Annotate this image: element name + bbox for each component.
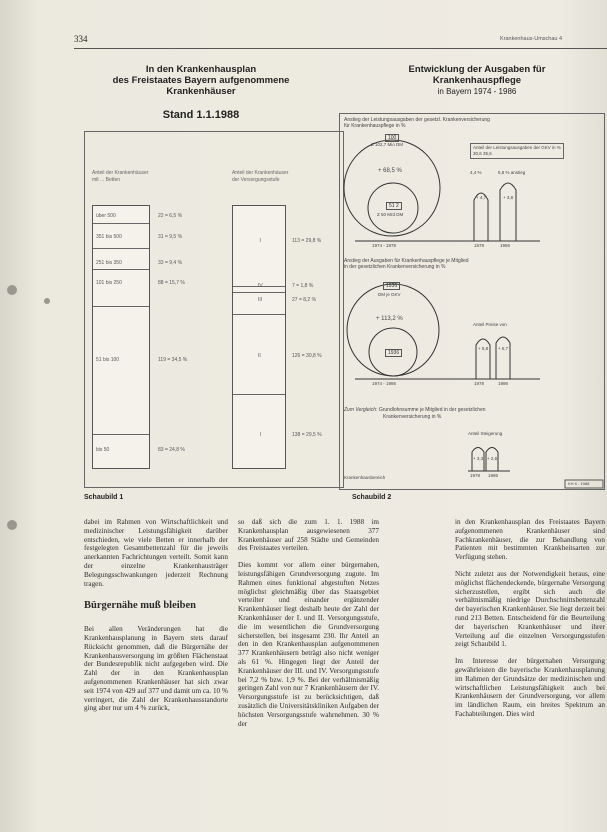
figure1-col-left-head-line: mit ... Betten <box>92 177 121 183</box>
running-head: Krankenhaus-Umschau 4 <box>500 36 563 42</box>
figure2-panel3-text-line: Krankenversicherung in % <box>383 414 442 420</box>
figure2-panel1-text <box>344 117 490 129</box>
figure2-panel1-bar-1986 <box>500 183 516 241</box>
body-column-1 <box>84 518 228 721</box>
figure2-panel1-year: 1974 - 1978 <box>372 243 397 248</box>
figure2-panel1-year: 1986 <box>500 243 511 248</box>
figure2-panel1-bar-1978 <box>474 193 488 241</box>
figure2-panel2-bar-label: + 6,7 <box>498 346 509 351</box>
figure1-bed-segment-label: bis 50 <box>96 447 110 453</box>
figure2-panel1-text-line: für Krankenhauspflege in % <box>344 123 406 129</box>
figure1-bed-segment-label: 51 bis 100 <box>96 357 120 363</box>
body-column-3 <box>455 518 605 828</box>
figure2-panel2-box-top-sub: DM je GKV <box>378 292 401 297</box>
figure1-title-line: In den Krankenhausplan <box>145 64 257 75</box>
figure1-level-segment-label: III <box>258 297 263 303</box>
body-paragraph: in den Krankenhausplan des Freistaates Bayern aufgenommenen Krankenhäuser sind Fachkrankenhäuser, die zur Behandlung von Patienten mit bestimmten Krankheitsarten zur Verfügung stehen. <box>455 518 605 562</box>
figure1-bed-segment-label: über 500 <box>96 213 116 219</box>
figure2-panel1-year: 1978 <box>474 243 485 248</box>
figure2-panel1-small: 4,4 % <box>470 170 482 175</box>
figure2-panel1-share-title-line: Anteil der Leistungsausgaben der GKV in % <box>473 145 561 150</box>
figure2-panel3-year: 1978 <box>470 473 481 478</box>
figure2-panel3-left-note: Krankenhausbereich <box>344 475 386 480</box>
figure1-level-segment-value: 126 = 30,8 % <box>292 353 322 359</box>
figure2-panel2-box-mid: 1936 <box>385 349 402 357</box>
figure1-bed-segment-label: 101 bis 250 <box>96 280 122 286</box>
figure1-col-right-head-line: Anteil der Krankenhäuser <box>232 170 289 176</box>
figure2-panel2-bar-1986 <box>496 337 510 379</box>
figure2-panel1-share-title-line: 30,6 35,6 <box>473 151 492 156</box>
figure2-panel3-text <box>344 407 486 413</box>
figure1-col-left-head-line: Anteil der Krankenhäuser <box>92 170 149 176</box>
section-heading: Bürgernähe muß bleiben <box>84 600 197 612</box>
figure1-level-segment-value: 27 = 8,2 % <box>292 297 317 303</box>
figure2-panel2-outer-circle <box>347 284 439 376</box>
figure2-panel2-bar-label: + 5,8 <box>478 346 489 351</box>
figure1-bed-segment-label: 351 bis 500 <box>96 234 122 240</box>
figure2-panel2-text-line: in der gesetzlichen Krankenversicherung in % <box>344 264 446 270</box>
figure1-level-segment-value: 7 = 1,8 % <box>292 283 314 289</box>
figure2-panel3-bar-label: + 3,3 <box>473 456 484 461</box>
figure2-panel1-box-top: 100 <box>385 134 399 142</box>
figure2-panel3-text-line: Grundlohnsumme je Mitglied in der gesetzlichen <box>378 407 486 413</box>
figure2-panel3-lead: Zum Vergleich: <box>344 407 378 413</box>
figure2-panel1-box-top-sub: Z 102,7 Mio DM <box>371 142 404 147</box>
figure2-panel2-year: 1986 <box>498 381 509 386</box>
figure2-panel3-year: 1986 <box>488 473 499 478</box>
figure1-bed-segment-value: 31 = 9,5 % <box>158 234 183 240</box>
figure1-bed-segment-value: 88 = 15,7 % <box>158 280 185 286</box>
figure1-title-line: Krankenhäuser <box>166 86 236 97</box>
figure2-panel2-year: 1974 - 1986 <box>372 381 397 386</box>
figure1-bed-segment-value: 22 = 6,5 % <box>158 213 183 219</box>
figure2-panel1-box-mid: 51 2 <box>386 202 402 210</box>
figure2-panel2-bar-1978 <box>476 339 490 379</box>
figure2-panel1-bar-label: + 3,8 <box>503 195 514 200</box>
figure2-panel1-small2: 5,8 % anstieg <box>498 170 526 175</box>
body-paragraph: Bei allen Veränderungen hat die Krankenhausplanung in Bayern stets darauf Rücksicht genommen, daß die Bürgernähe der Krankenhausversorgung im größten Flächenstaat der Bundesrepublik nicht aufgegeben wird. Die Zahl der in den Krankenhausplan aufgenommenen Krankenhäuser hat sich zwar seit 1974 von 429 auf 377 und damit um ca. 10 % verringert, die Zahl der Krankenhausstandorte ging aber nur um 4 % zurück, <box>84 625 228 713</box>
body-paragraph: dabei im Rahmen von Wirtschaftlichkeit und medizinischer Leistungsfähigkeit darüber entschieden, wie viele Betten er innerhalb der festgelegten Gesamtbettenzahl für die jeweils anerkannten Fachrichtungen verteilt. Somit kann der einzelne Krankenhausträger Belegungsschwankungen jederzeit Rechnung tragen. <box>84 518 228 588</box>
body-paragraph: Nicht zuletzt aus der Notwendigkeit heraus, eine möglichst flächendeckende, bürgernahe Versorgung sicherzustellen, ergibt sich auch die verhältnismäßig niedrige Durchschnittsbettenzahl der bayerischen Krankenhäuser. Sie liegt derzeit bei rund 213 Betten. Entscheidend für die Beurteilung der bayerischen Krankenhäuser und ihrer Verteilung auf die einzelnen Versorgungsstufen zeigt Schaubild 1. <box>455 569 605 649</box>
figure2-panel2-text-line: Anstieg der Ausgaben für Krankenhauspflege je Mitglied <box>344 258 469 264</box>
figure1-level-segment-value: 113 = 29,8 % <box>292 238 322 244</box>
figure1-caption: Schaubild 1 <box>84 494 124 501</box>
figure2-source: KH 6 - 1988 <box>568 481 590 486</box>
figure1-title-line: des Freistaates Bayern aufgenommene <box>112 75 290 86</box>
figure2-panel2-text <box>344 258 469 270</box>
figure1-col-right-head-line: der Versorgungsstufe <box>232 177 280 183</box>
figure2-panel1-box-mid-sub: Z 50 Mrd DM <box>377 212 404 217</box>
figure2-panel1-text-line: Anstieg der Leistungsausgaben der gesetzl. Krankenversicherung <box>344 117 490 123</box>
figure1-level-segment-label: IV <box>258 283 263 289</box>
figure1-level-segment-label: I <box>260 238 262 244</box>
figure1-bed-segment-value: 83 = 24,8 % <box>158 447 185 453</box>
page-number: 334 <box>74 34 88 44</box>
body-paragraph: so daß sich die zum 1. 1. 1988 im Krankenhausplan ausgewiesenen 377 Krankenhäuser auf 258 Städte und Gemeinden des Freistaates verteilen. <box>238 518 379 553</box>
figure1-level-segment-label: II <box>258 353 261 359</box>
figure1-level-segment-label: I <box>260 432 262 438</box>
figure2-panel1-outer-circle <box>344 140 440 236</box>
figure2-panel2-pct: + 113,2 % <box>376 316 403 322</box>
figure2-caption: Schaubild 2 <box>352 494 392 501</box>
figure2-panel2-year: 1978 <box>474 381 485 386</box>
figure1-stand: Stand 1.1.1988 <box>162 109 240 121</box>
body-paragraph: Im Interesse der bürgernahen Versorgung gewährleisten die bayerische Krankenhausplanung im Rahmen der Grundsätze der medizinischen und wirtschaftlichen Leistungsfähigkeit auch bei Krankenhäusern der Grundversorgung, vor allem im ländlichen Raum, ein breites Spektrum an Fachabteilungen. Dies wird <box>455 657 605 718</box>
figure1-bed-segment-label: 251 bis 350 <box>96 260 122 266</box>
figure2-panel2-box-top: 1936 <box>383 282 400 290</box>
figure2-panel2-share-title: Anteil Preise von <box>473 322 507 327</box>
body-paragraph: Dies kommt vor allem einer bürgernahen, leistungsfähigen Grundversorgung zugute. Im Rahmen eines funktional abgestuften Netzes möglichst gleichmäßig über das Staatsgebiet verteilter und einander ergänzender Krankenhäuser liegt deshalb heute der Zahl der Krankenhäuser der I. und II. Versorgungsstufe, die im wesentlichen die Grundversorgung sicherstellen, bei insgesamt 230. Ihr Anteil an den in den Krankenhausplan aufgenommenen 377 Krankenhäusern beträgt also nicht weniger als 61 %. Hingegen liegt der Anteil der Krankenhäuser der III. und IV. Versorgungsstufe bei 7,2 % bzw. 1,9 %. Bei der verhältnismäßig geringen Zahl von nur 7 Krankenhäusern der IV. Versorgungsstufe ist zu berücksichtigen, daß zusätzlich die Universitätskliniken Aufgaben der höchsten Versorgungsstufe wahrnehmen. 30 % der <box>238 561 379 728</box>
figure2-panel3-share-title: Anteil Steigerung <box>468 431 503 436</box>
figure1-bed-segment-value: 33 = 9,4 % <box>158 260 183 266</box>
figure2-subtitle: in Bayern 1974 - 1986 <box>437 87 517 96</box>
figure1-level-segment-value: 138 = 29,5 % <box>292 432 322 438</box>
figure2-panel3-bar-label: + 2,6 <box>487 456 498 461</box>
body-column-2 <box>238 518 379 736</box>
figure2-panel1-bar-label: + 4,7 <box>476 195 487 200</box>
figure1-bed-segment-value: 119 = 34,5 % <box>158 357 188 363</box>
figure2-panel1-pct: + 68,5 % <box>378 168 402 174</box>
figure2-panel1-share-title <box>470 143 564 159</box>
figure2-title-line: Entwicklung der Ausgaben für <box>408 64 546 75</box>
figure2-title-line: Krankenhauspflege <box>432 75 522 86</box>
